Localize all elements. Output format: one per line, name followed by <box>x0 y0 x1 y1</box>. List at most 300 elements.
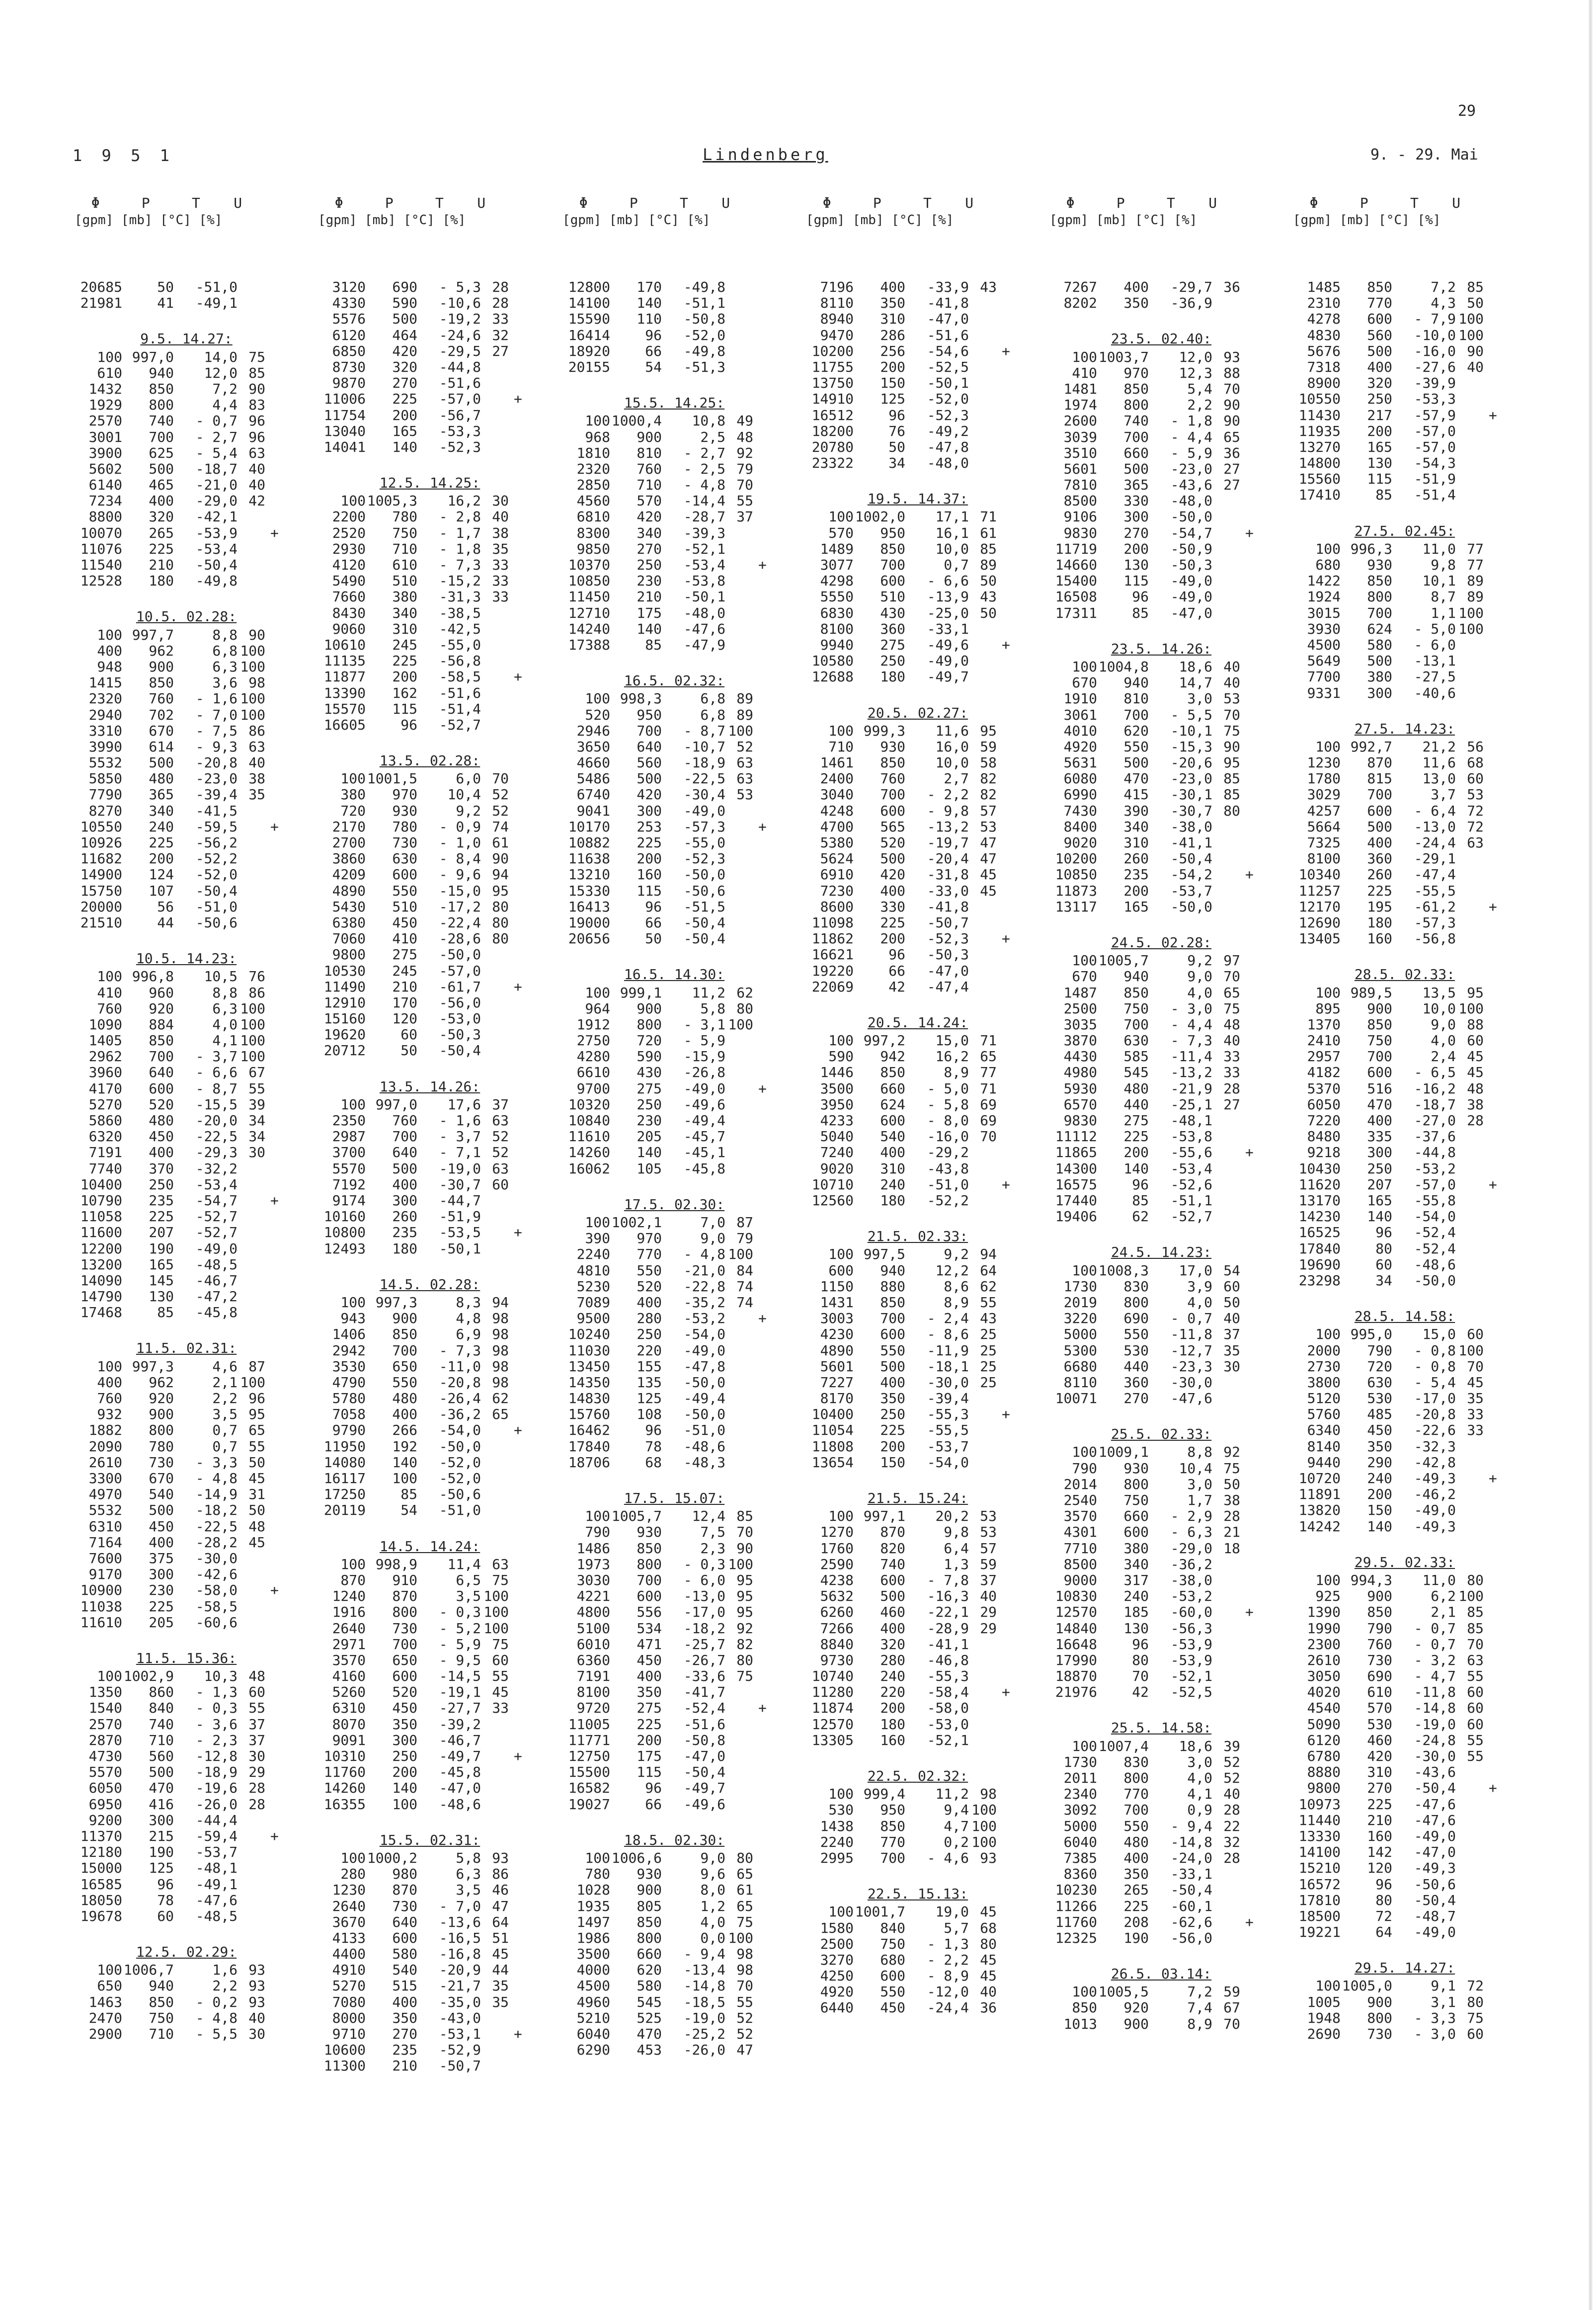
temperature-cell: -56,0 <box>1170 1929 1212 1946</box>
pressure-cell: 124 <box>149 866 174 883</box>
geopotential-cell: 1929 <box>88 397 122 413</box>
temperature-cell: -51,9 <box>439 1208 481 1225</box>
geopotential-cell: 8140 <box>1307 1438 1341 1455</box>
humidity-cell: 60 <box>1467 1700 1484 1717</box>
geopotential-cell: 10530 <box>323 962 366 979</box>
sounding-date-time: 15.5. 14.25: <box>624 395 725 412</box>
pressure-cell: 840 <box>149 1700 174 1717</box>
data-row <box>1293 985 1507 1001</box>
geopotential-cell: 7325 <box>1307 834 1341 851</box>
temperature-cell: -52,6 <box>1170 1176 1212 1193</box>
humidity-cell: 89 <box>736 690 753 707</box>
geopotential-cell: 2540 <box>1063 1492 1097 1509</box>
pressure-cell: 600 <box>880 802 905 819</box>
humidity-cell: 97 <box>1223 952 1240 969</box>
geopotential-cell: 19027 <box>568 1796 610 1813</box>
temperature-cell: -20,8 <box>1414 1406 1456 1423</box>
pressure-cell: 105 <box>637 1160 662 1177</box>
pressure-cell: 950 <box>880 1802 905 1818</box>
geopotential-cell: 3930 <box>1307 620 1341 637</box>
sounding-block <box>318 1539 532 1813</box>
data-row <box>1049 1209 1263 1225</box>
geopotential-cell: 4010 <box>1063 722 1097 739</box>
data-row <box>806 1326 1020 1342</box>
pressure-cell: 310 <box>880 1160 905 1177</box>
temperature-cell: -47,9 <box>683 636 725 653</box>
data-row <box>75 1780 288 1796</box>
humidity-cell: 38 <box>1467 1096 1484 1113</box>
temperature-cell: -10,6 <box>439 295 481 312</box>
humidity-cell: 92 <box>736 1620 753 1637</box>
geopotential-cell: 13200 <box>80 1256 122 1273</box>
data-row <box>806 343 1020 359</box>
temperature-cell: -49,1 <box>195 295 238 312</box>
pressure-cell: 1006,7 <box>123 1962 174 1979</box>
geopotential-cell: 10160 <box>323 1208 366 1225</box>
temperature-cell: -51,3 <box>683 358 725 375</box>
pressure-cell: 900 <box>1123 2015 1149 2032</box>
sounding-date-time: 21.5. 15.24: <box>867 1490 968 1506</box>
pressure-cell: 850 <box>1123 984 1149 1001</box>
pressure-cell: 940 <box>1123 674 1149 691</box>
pressure-cell: 760 <box>1367 1636 1392 1652</box>
pressure-cell: 365 <box>149 786 174 803</box>
column-header-units: [gpm] [mb] [°C] [%] <box>562 213 711 228</box>
sounding-date-time: 15.5. 02.31: <box>379 1831 480 1848</box>
temperature-cell: - 4,8 <box>195 1470 238 1486</box>
geopotential-cell: 100 <box>340 1294 366 1311</box>
pressure-cell: 1009,1 <box>1098 1444 1149 1461</box>
data-row <box>1049 1930 1263 1946</box>
geopotential-cell: 7191 <box>88 1144 122 1161</box>
pressure-cell: 800 <box>1123 1770 1149 1787</box>
data-row <box>75 1813 288 1828</box>
pressure-cell: 1002,9 <box>123 1668 174 1685</box>
column-spacer <box>1293 232 1507 279</box>
year-heading: 1 9 5 1 <box>73 146 174 165</box>
data-row <box>806 1604 1020 1620</box>
temperature-cell: 1,6 <box>212 1962 238 1979</box>
humidity-cell: 55 <box>492 1668 509 1685</box>
geopotential-cell: 100 <box>1315 738 1341 755</box>
pressure-cell: 850 <box>880 1294 905 1311</box>
geopotential-cell: 1406 <box>332 1326 366 1343</box>
pressure-cell: 670 <box>149 722 174 739</box>
temperature-cell: -16,2 <box>1414 1080 1456 1097</box>
geopotential-cell: 2750 <box>576 1032 610 1049</box>
data-row <box>1293 669 1507 685</box>
temperature-cell: 11,0 <box>1422 540 1456 557</box>
temperature-cell: 7,4 <box>1187 1999 1212 2016</box>
geopotential-cell: 1924 <box>1307 588 1341 605</box>
geopotential-cell: 13405 <box>1298 930 1341 947</box>
pressure-cell: 600 <box>880 1112 905 1129</box>
data-row <box>1049 1818 1263 1834</box>
temperature-cell: -41,7 <box>683 1684 725 1701</box>
data-row <box>75 1844 288 1860</box>
temperature-cell: -27,7 <box>439 1700 481 1717</box>
geopotential-cell: 7710 <box>1063 1540 1097 1557</box>
temperature-cell: - 6,0 <box>683 1571 725 1588</box>
pressure-cell: 115 <box>1367 471 1392 488</box>
pressure-cell: 350 <box>1123 1866 1149 1883</box>
humidity-cell: 60 <box>1467 1326 1484 1343</box>
pressure-cell: 920 <box>149 1390 174 1407</box>
geopotential-cell: 2610 <box>1307 1651 1341 1668</box>
pressure-cell: 85 <box>1132 604 1149 621</box>
humidity-cell: 18 <box>1223 1540 1240 1557</box>
humidity-cell: 52 <box>736 2026 753 2043</box>
geopotential-cell: 5576 <box>332 311 366 328</box>
pressure-cell: 780 <box>392 818 417 835</box>
pressure-cell: 240 <box>1123 1588 1149 1605</box>
pressure-cell: 815 <box>1367 770 1392 787</box>
data-row <box>1293 739 1507 755</box>
pressure-cell: 108 <box>637 1406 662 1423</box>
pressure-cell: 78 <box>157 1892 174 1908</box>
data-row <box>806 1834 1020 1850</box>
geopotential-cell: 4250 <box>820 1968 854 1984</box>
geopotential-cell: 100 <box>1315 984 1341 1001</box>
humidity-cell: 100 <box>240 1048 265 1065</box>
temperature-cell: -23,3 <box>1170 1358 1212 1375</box>
pressure-cell: 760 <box>392 1112 417 1129</box>
temperature-cell: - 3,0 <box>1170 1000 1212 1017</box>
temperature-cell: - 6,6 <box>927 573 969 589</box>
pressure-cell: 96 <box>645 898 662 915</box>
geopotential-cell: 9106 <box>1063 508 1097 525</box>
data-row <box>806 375 1020 391</box>
data-row <box>75 755 288 771</box>
pressure-cell: 450 <box>392 1700 417 1717</box>
geopotential-cell: 2320 <box>576 460 610 477</box>
humidity-cell: 100 <box>1458 327 1484 343</box>
temperature-cell: -51,6 <box>927 327 969 343</box>
data-row <box>75 771 288 787</box>
data-row <box>1049 835 1263 851</box>
pressure-cell: 1002,1 <box>611 1214 662 1231</box>
geopotential-cell: 7196 <box>820 279 854 295</box>
data-row <box>806 391 1020 407</box>
temperature-cell: -57,0 <box>439 962 481 979</box>
data-row <box>318 2042 532 2058</box>
temperature-cell: -16,8 <box>439 1946 481 1963</box>
geopotential-cell: 100 <box>585 690 610 707</box>
temperature-cell: -57,0 <box>1414 438 1456 455</box>
temperature-cell: -49,3 <box>1414 1470 1456 1486</box>
geopotential-cell: 7385 <box>1063 1849 1097 1866</box>
humidity-cell: 90 <box>492 850 509 867</box>
geopotential-cell: 4257 <box>1307 802 1341 819</box>
sounding-date-time: 21.5. 02.33: <box>867 1228 968 1245</box>
temperature-cell: -50,4 <box>439 1042 481 1059</box>
geopotential-cell: 8270 <box>88 802 122 819</box>
data-row <box>1049 899 1263 915</box>
temperature-cell: -22,1 <box>927 1604 969 1621</box>
geopotential-cell: 100 <box>340 1849 366 1866</box>
geopotential-cell: 16585 <box>80 1876 122 1893</box>
data-row <box>75 279 288 295</box>
pressure-cell: 1005,3 <box>367 493 417 509</box>
pressure-cell: 850 <box>637 1540 662 1557</box>
pressure-cell: 770 <box>637 1246 662 1263</box>
geopotential-cell: 13210 <box>568 866 610 883</box>
geopotential-cell: 8500 <box>1063 1556 1097 1572</box>
pressure-cell: 80 <box>1375 1892 1392 1908</box>
pressure-cell: 400 <box>880 1620 905 1637</box>
humidity-cell: 48 <box>248 1668 265 1685</box>
data-row <box>562 1572 776 1588</box>
geopotential-cell: 5850 <box>88 770 122 787</box>
pressure-cell: 700 <box>1367 1048 1392 1065</box>
pressure-cell: 270 <box>637 540 662 557</box>
geopotential-cell: 2570 <box>88 412 122 429</box>
pressure-cell: 185 <box>1123 1604 1149 1621</box>
data-row <box>75 1225 288 1240</box>
geopotential-cell: 4170 <box>88 1080 122 1097</box>
temperature-cell: -39,4 <box>927 1390 969 1407</box>
humidity-cell: 45 <box>980 1951 997 1968</box>
temperature-cell: -53,9 <box>1170 1651 1212 1668</box>
sounding-block <box>806 1229 1020 1471</box>
geopotential-cell: 6990 <box>1063 786 1097 803</box>
humidity-cell: 28 <box>1223 1802 1240 1818</box>
temperature-cell: - 9,4 <box>1170 1817 1212 1834</box>
temperature-cell: 7,0 <box>700 1214 725 1231</box>
geopotential-cell: 4800 <box>576 1604 610 1621</box>
temperature-cell: -10,1 <box>1170 722 1212 739</box>
pressure-cell: 245 <box>392 962 417 979</box>
geopotential-cell: 2240 <box>576 1246 610 1263</box>
data-row <box>75 803 288 819</box>
marker-cell: + <box>1245 1913 1254 1930</box>
pressure-cell: 610 <box>392 557 417 574</box>
data-row <box>1293 1621 1507 1637</box>
temperature-cell: -59,4 <box>195 1827 238 1844</box>
geopotential-cell: 8840 <box>820 1636 854 1652</box>
geopotential-cell: 4500 <box>576 1978 610 1994</box>
marker-cell: + <box>1489 1780 1497 1797</box>
sounding-block <box>1049 1244 1263 1406</box>
temperature-cell: 18,6 <box>1179 1737 1212 1754</box>
temperature-cell: 7,2 <box>1187 1983 1212 2000</box>
pressure-cell: 730 <box>392 1898 417 1914</box>
data-row <box>1293 1017 1507 1033</box>
temperature-cell: -49,8 <box>195 573 238 589</box>
temperature-cell: -58,4 <box>927 1684 969 1701</box>
data-row <box>1293 1049 1507 1065</box>
humidity-cell: 100 <box>971 1817 997 1834</box>
continued-sounding <box>806 279 1020 471</box>
pressure-cell: 340 <box>149 802 174 819</box>
data-row <box>1049 1898 1263 1914</box>
geopotential-cell: 11754 <box>323 407 366 423</box>
geopotential-cell: 3530 <box>332 1358 366 1375</box>
temperature-cell: - 4,7 <box>1414 1668 1456 1685</box>
pressure-cell: 750 <box>1367 1032 1392 1049</box>
temperature-cell: 4,0 <box>1187 1294 1212 1311</box>
humidity-cell: 71 <box>980 508 997 525</box>
geopotential-cell: 4120 <box>332 557 366 574</box>
temperature-cell: -47,8 <box>683 1358 725 1375</box>
geopotential-cell: 1780 <box>1307 770 1341 787</box>
data-row <box>1049 1263 1263 1279</box>
humidity-cell: 28 <box>248 1780 265 1797</box>
temperature-cell: -29,1 <box>1414 850 1456 867</box>
pressure-cell: 997,7 <box>132 626 174 643</box>
humidity-cell: 92 <box>1223 1444 1240 1461</box>
temperature-cell: -57,9 <box>1414 407 1456 423</box>
pressure-cell: 130 <box>1367 455 1392 472</box>
geopotential-cell: 5100 <box>576 1620 610 1637</box>
humidity-cell: 100 <box>240 1000 265 1017</box>
pressure-cell: 60 <box>1375 1256 1392 1273</box>
data-row <box>806 1439 1020 1455</box>
pressure-cell: 565 <box>880 818 905 835</box>
marker-cell: + <box>758 818 767 835</box>
data-row <box>562 1455 776 1471</box>
data-row <box>1293 835 1507 851</box>
humidity-cell: 93 <box>492 1849 509 1866</box>
temperature-cell: 16,0 <box>935 738 969 755</box>
humidity-cell: 100 <box>1458 311 1484 328</box>
geopotential-cell: 100 <box>1315 1978 1341 1994</box>
humidity-cell: 53 <box>1467 786 1484 803</box>
pressure-cell: 480 <box>149 770 174 787</box>
data-row <box>318 1797 532 1813</box>
temperature-cell: -51,0 <box>195 279 238 295</box>
pressure-cell: 500 <box>1367 818 1392 835</box>
geopotential-cell: 7700 <box>1307 668 1341 685</box>
data-row <box>806 819 1020 835</box>
data-row <box>318 1011 532 1027</box>
geopotential-cell: 3039 <box>1063 428 1097 445</box>
humidity-cell: 35 <box>492 1993 509 2010</box>
pressure-cell: 130 <box>149 1288 174 1305</box>
pressure-cell: 730 <box>1367 1651 1392 1668</box>
pressure-cell: 240 <box>149 818 174 835</box>
pressure-cell: 500 <box>149 754 174 771</box>
temperature-cell: - 0,3 <box>683 1556 725 1572</box>
data-row <box>1293 1652 1507 1668</box>
pressure-cell: 420 <box>880 866 905 883</box>
temperature-cell: 3,0 <box>1187 1476 1212 1492</box>
column-spacer <box>806 232 1020 279</box>
humidity-cell: 29 <box>980 1604 997 1621</box>
humidity-cell: 100 <box>1458 1588 1484 1605</box>
temperature-cell: - 9,6 <box>439 866 481 883</box>
temperature-cell: -51,0 <box>195 898 238 915</box>
pressure-cell: 560 <box>1367 327 1392 343</box>
data-row <box>562 1406 776 1422</box>
data-row <box>806 1295 1020 1311</box>
data-row <box>1049 819 1263 835</box>
humidity-cell: 64 <box>980 1262 997 1279</box>
pressure-cell: 556 <box>637 1604 662 1621</box>
temperature-cell: -30,0 <box>1170 1374 1212 1391</box>
pressure-cell: 80 <box>1132 1651 1149 1668</box>
humidity-cell: 70 <box>1223 706 1240 723</box>
pressure-cell: 300 <box>1123 508 1149 525</box>
temperature-cell: - 5,3 <box>439 279 481 295</box>
pressure-cell: 700 <box>1123 428 1149 445</box>
geopotential-cell: 11874 <box>811 1700 854 1717</box>
sounding-date-time: 26.5. 03.14: <box>1111 1966 1212 1982</box>
data-row <box>1293 1359 1507 1375</box>
data-row <box>75 1978 288 1994</box>
data-row <box>75 1893 288 1908</box>
humidity-cell: 30 <box>248 2026 265 2043</box>
temperature-cell: - 9,4 <box>683 1946 725 1963</box>
temperature-cell: -52,7 <box>1170 1208 1212 1225</box>
data-row <box>562 637 776 653</box>
geopotential-cell: 9710 <box>332 2026 366 2043</box>
pressure-cell: 520 <box>637 1278 662 1295</box>
humidity-cell: 44 <box>492 1962 509 1979</box>
temperature-cell: -47,8 <box>927 438 969 455</box>
temperature-cell: -44,8 <box>439 358 481 375</box>
pressure-cell: 135 <box>637 1374 662 1391</box>
data-row <box>1293 1001 1507 1017</box>
data-row <box>1293 685 1507 701</box>
data-row <box>1293 1572 1507 1588</box>
pressure-cell: 310 <box>880 311 905 328</box>
pressure-cell: 650 <box>392 1651 417 1668</box>
temperature-cell: -10,0 <box>1414 327 1456 343</box>
temperature-cell: -49,0 <box>1414 1924 1456 1941</box>
pressure-cell: 900 <box>1367 1993 1392 2010</box>
marker-cell: + <box>1245 866 1254 883</box>
temperature-cell: -56,8 <box>1414 930 1456 947</box>
pressure-cell: 480 <box>1123 1833 1149 1850</box>
pressure-cell: 740 <box>1123 412 1149 429</box>
data-row <box>806 1732 1020 1748</box>
temperature-cell: -30,7 <box>439 1176 481 1193</box>
geopotential-cell: 8000 <box>332 2009 366 2026</box>
data-column <box>318 195 532 2074</box>
pressure-cell: 660 <box>637 1946 662 1963</box>
geopotential-cell: 790 <box>585 1524 610 1541</box>
geopotential-cell: 6310 <box>88 1518 122 1535</box>
data-row <box>1293 1391 1507 1406</box>
sounding-date-time: 29.5. 14.27: <box>1354 1960 1455 1977</box>
geopotential-cell: 4890 <box>332 882 366 899</box>
column-header <box>1293 195 1507 229</box>
geopotential-cell: 10200 <box>811 342 854 359</box>
data-row <box>75 1129 288 1145</box>
geopotential-cell: 4238 <box>820 1571 854 1588</box>
humidity-cell: 48 <box>248 1518 265 1535</box>
geopotential-cell: 1028 <box>576 1882 610 1898</box>
pressure-cell: 34 <box>1375 1272 1392 1289</box>
pressure-cell: 790 <box>1367 1620 1392 1637</box>
temperature-cell: -18,2 <box>683 1620 725 1637</box>
data-row <box>318 2058 532 2074</box>
geopotential-cell: 2700 <box>332 834 366 851</box>
data-row <box>1293 1486 1507 1502</box>
geopotential-cell: 9170 <box>88 1566 122 1583</box>
pressure-cell: 320 <box>1367 375 1392 392</box>
humidity-cell: 30 <box>492 493 509 509</box>
temperature-cell: -37,6 <box>1414 1128 1456 1145</box>
data-row <box>1293 423 1507 439</box>
geopotential-cell: 10840 <box>568 1112 610 1129</box>
data-row <box>318 835 532 851</box>
column-spacer <box>75 232 288 279</box>
pressure-cell: 1005,0 <box>1342 1978 1392 1994</box>
pressure-cell: 515 <box>392 1978 417 1994</box>
humidity-cell: 50 <box>1467 295 1484 312</box>
